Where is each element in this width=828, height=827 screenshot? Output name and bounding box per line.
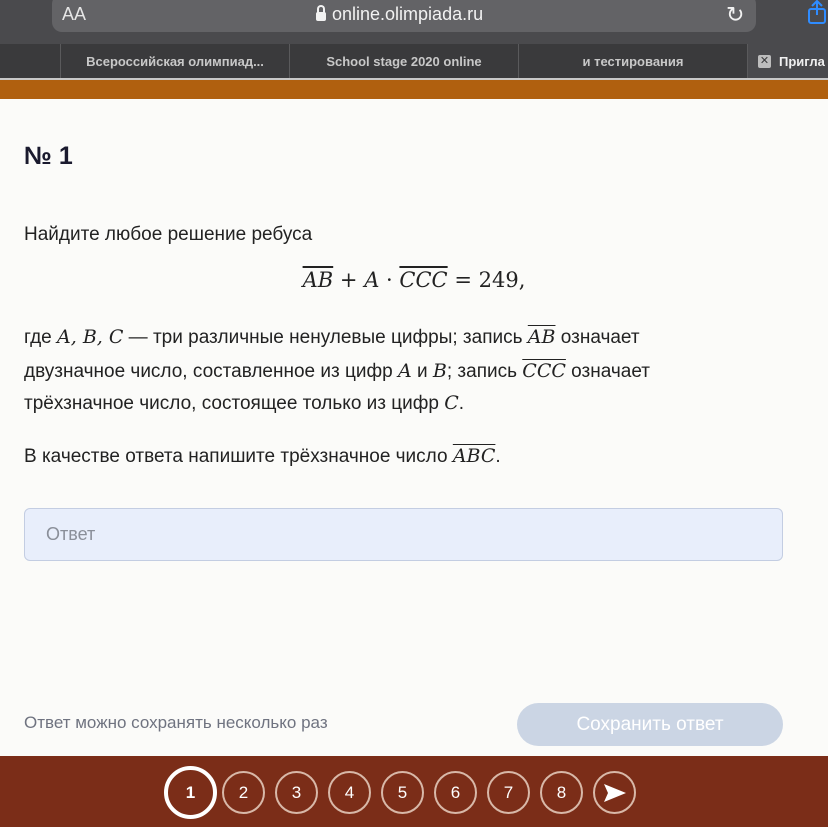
- url-text: online.olimpiada.ru: [332, 4, 484, 24]
- task-intro: Найдите любое решение ребуса: [24, 224, 313, 245]
- text-fragment: В качестве ответа напишите трёхзначное число: [24, 446, 453, 467]
- equation-term-a: A: [364, 268, 380, 292]
- save-hint: Ответ можно сохранять несколько раз: [24, 713, 328, 732]
- reload-icon[interactable]: ↻: [726, 2, 745, 27]
- text-fragment: .: [495, 446, 501, 467]
- page-button-6[interactable]: 6: [434, 771, 477, 814]
- text-fragment: и: [411, 361, 433, 382]
- tab-testing[interactable]: [518, 44, 747, 78]
- text-fragment: означает: [555, 327, 640, 348]
- text-fragment: .: [458, 393, 465, 414]
- site-header-bar: [0, 78, 828, 99]
- math-vars: A, B, C: [57, 326, 124, 348]
- text-fragment: ; запись: [446, 361, 523, 382]
- tab-olympiad[interactable]: [60, 44, 289, 78]
- next-page-button[interactable]: [593, 771, 636, 814]
- equation-dot: ·: [386, 268, 393, 292]
- tab-label: School stage 2020 online: [326, 53, 482, 69]
- answer-input[interactable]: [24, 508, 783, 561]
- lock-icon: [316, 10, 326, 22]
- send-arrow-icon: [603, 783, 627, 803]
- page-button-7[interactable]: 7: [487, 771, 530, 814]
- math-abc: $\overline{ABC}$: [452, 445, 496, 467]
- task-pagination: [0, 756, 828, 827]
- tab-invite[interactable]: [747, 44, 828, 78]
- task-condition-line-3: [24, 387, 464, 420]
- share-icon[interactable]: [806, 0, 828, 26]
- equation-term-ccc: $\overline{CCC}$: [399, 268, 448, 292]
- close-icon[interactable]: ✕: [759, 54, 770, 67]
- math-c: C: [444, 392, 459, 414]
- url-display[interactable]: [316, 4, 483, 25]
- text-fragment: где: [24, 327, 58, 348]
- math-a: A: [397, 360, 412, 382]
- task-answer-instruction: [24, 440, 501, 473]
- tab-school-stage[interactable]: [289, 44, 518, 78]
- text-size-button[interactable]: AA: [62, 4, 87, 24]
- save-answer-button[interactable]: Сохранить ответ: [517, 703, 783, 746]
- text-fragment: — три различные ненулевые цифры; запись: [123, 327, 528, 348]
- task-condition-line-2: [24, 355, 650, 388]
- math-ccc: $\overline{CCC}$: [522, 360, 566, 382]
- browser-toolbar: [0, 0, 828, 44]
- rebus-equation: [0, 268, 828, 292]
- math-b: B: [432, 360, 447, 382]
- text-fragment: означает: [565, 361, 650, 382]
- page-button-2[interactable]: 2: [222, 771, 265, 814]
- equation-term-ab: $\overline{AB}$: [302, 268, 334, 292]
- page-button-4[interactable]: 4: [328, 771, 371, 814]
- page-button-3[interactable]: 3: [275, 771, 318, 814]
- math-ab: $\overline{AB}$: [527, 326, 556, 348]
- task-number: № 1: [24, 142, 73, 170]
- equation-equals: =: [454, 268, 472, 292]
- text-fragment: трёхзначное число, состоящее только из цифр: [24, 393, 445, 414]
- page-button-1[interactable]: 1: [164, 766, 217, 819]
- text-fragment: двузначное число, составленное из цифр: [24, 361, 398, 382]
- task-condition-line-1: [24, 321, 640, 354]
- tab-label: Всероссийская олимпиад...: [86, 53, 264, 69]
- page-button-5[interactable]: 5: [381, 771, 424, 814]
- tab-bar: [0, 44, 828, 78]
- equation-result: 249,: [478, 268, 526, 292]
- tab-label: Пригла: [779, 53, 825, 69]
- equation-plus: +: [339, 268, 358, 292]
- tab-label: и тестирования: [582, 53, 684, 69]
- page-button-8[interactable]: 8: [540, 771, 583, 814]
